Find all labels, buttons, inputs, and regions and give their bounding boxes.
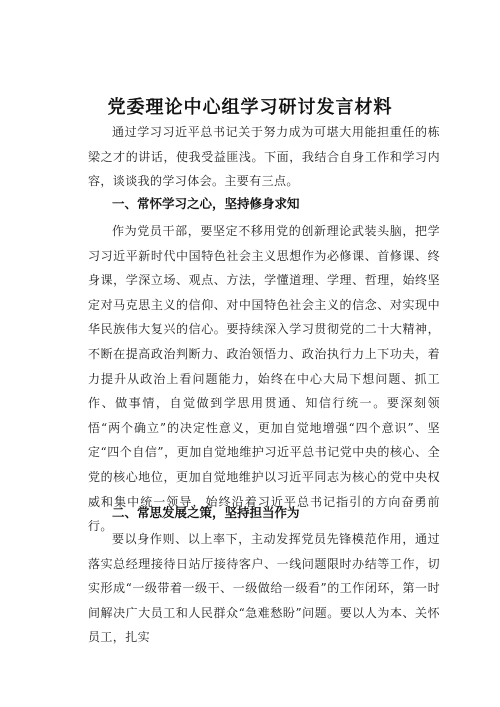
section-1-paragraph-block	[88, 219, 440, 539]
intro-paragraph-block	[88, 120, 440, 194]
intro-paragraph: 通过学习习近平总书记关于努力成为可堪大用能担重任的栋梁之才的讲话，使我受益匪浅。下面，我结合自身工作和学习内容，谈谈我的学习体会。主要有三点。	[88, 125, 440, 189]
section-2-paragraph: 要以身作则、以上率下，主动发挥党员先锋模范作用，通过落实总经理接待日站厅接待客户、一线问题限时办结等工作，切实形成“一级带着一级干、一级做给一级看”的工作闭环，第一时间解决广大员工和人民群众“急难愁盼”问题。要以人为本、关怀员工，扎实	[88, 532, 440, 645]
section-2-paragraph-block	[88, 527, 440, 650]
section-heading-1: 一、常怀学习之心，坚持修身求知	[112, 196, 300, 211]
section-1-paragraph: 作为党员干部，要坚定不移用党的创新理论武装头脑，把学习习近平新时代中国特色社会主义思想作为必修课、首修课、终身课，学深立场、观点、方法，学懂道理、学理、哲理，始终坚定对马克思主义的信仰、对中国特色社会主义的信念、对实现中华民族伟大复兴的信心。要持续深入学习贯彻党的二十大精神，不断在提高政治判断力、政治领悟力、政治执行力上下功夫，着力提升从政治上看问题能力，始终在中心大局下想问题、抓工作、做事情，自觉做到学思用贯通、知信行统一。要深刻领悟“两个确立”的决定性意义，更加自觉地增强“四个意识”、坚定“四个自信”，更加自觉地维护习近平总书记党中央的核心、全党的核心地位，更加自觉地维护以习近平同志为核心的党中央权威和集中统一领导，始终沿着习近平总书记指引的方向奋勇前行。	[88, 224, 440, 534]
section-heading-2: 二、常思发展之策，坚持担当作为	[112, 505, 300, 520]
document-title: 党委理论中心组学习研讨发言材料	[107, 97, 393, 118]
